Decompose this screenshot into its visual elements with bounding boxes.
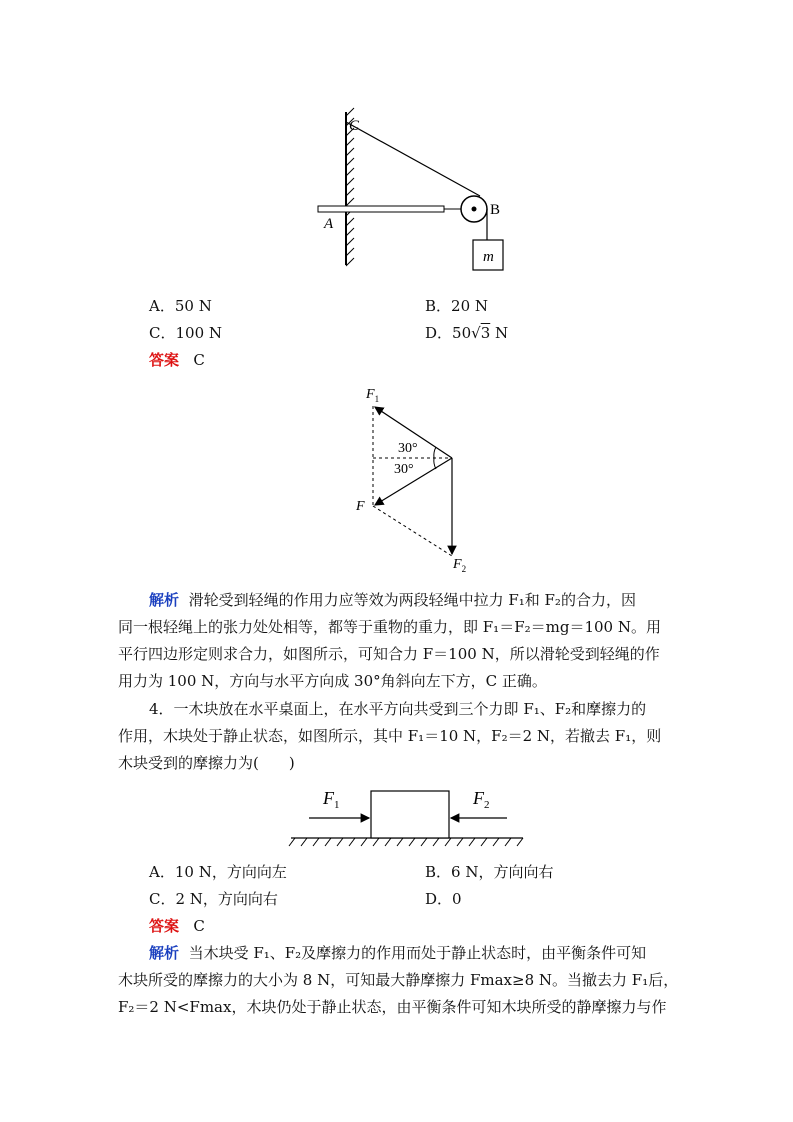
angle-bottom-label: 30° bbox=[394, 462, 414, 477]
angle-top-label: 30° bbox=[398, 441, 418, 456]
q4-answer bbox=[149, 915, 205, 936]
q3-option-d: D．50√3 N bbox=[425, 324, 509, 342]
analysis-label: 解析 bbox=[149, 591, 180, 609]
label-f1: $F_1$ bbox=[366, 387, 380, 404]
label-m: m bbox=[483, 249, 494, 265]
q4-option-a: A．10 N，方向向左 bbox=[149, 863, 287, 881]
block-figure bbox=[285, 780, 530, 848]
q3-option-c: C．100 N bbox=[149, 324, 223, 342]
analysis-label: 解析 bbox=[149, 944, 180, 962]
analysis-3: 解析 滑轮受到轻绳的作用力应等效为两段轻绳中拉力 F₁和 F₂的合力，因 同一根轻绳上的张力处处相等，都等于重物的重力，即 F₁＝F₂＝mg＝100 N。用 平行四边形定则求合力，如图所示，可知合力 F＝100 N，所以滑轮受到轻绳的作 用力为 100 N，方向与水平方向成 30°角斜向左下方，C 正确。 bbox=[118, 591, 661, 690]
q4-option-b: B．6 N，方向向右 bbox=[425, 863, 554, 881]
rod bbox=[318, 206, 444, 212]
q4-option-c: C．2 N，方向向右 bbox=[149, 890, 278, 908]
answer-value: C bbox=[193, 917, 205, 935]
label-f: F bbox=[356, 499, 365, 514]
pulley-axle bbox=[472, 207, 477, 212]
q4-option-d: D．0 bbox=[425, 890, 462, 908]
label-f2: $F_2$ bbox=[453, 557, 467, 574]
question-4: 4．一木块放在水平桌面上，在水平方向共受到三个力即 F₁、F₂和摩擦力的 作用，木块处于静止状态，如图所示，其中 F₁＝10 N，F₂＝2 N，若撤去 F₁，则 木块受到的摩擦力为( ) bbox=[118, 700, 662, 772]
dashed-diagonal bbox=[373, 506, 452, 556]
ground-hatching bbox=[289, 838, 523, 846]
angle-arc-bottom bbox=[434, 458, 436, 469]
answer-value: C bbox=[193, 351, 205, 369]
pulley-figure bbox=[300, 100, 520, 290]
answer-label: 答案 bbox=[149, 351, 180, 369]
q3-answer bbox=[149, 349, 205, 370]
sqrt-sign: √ bbox=[471, 324, 481, 342]
label-b: B bbox=[490, 202, 501, 218]
angle-arc-top bbox=[434, 447, 436, 458]
q3-option-a: A．50 N bbox=[149, 297, 212, 315]
label-c: C bbox=[349, 118, 360, 134]
q3-option-b: B．20 N bbox=[425, 297, 489, 315]
analysis-4: 解析 当木块受 F₁、F₂及摩擦力的作用而处于静止状态时，由平衡条件可知 木块所受的摩擦力的大小为 8 N，可知最大静摩擦力 Fmax≥8 N。当撤去力 F₁后， F₂＝2 N<Fmax，木块仍处于静止状态，由平衡条件可知木块所受的静摩擦力与作 bbox=[118, 944, 679, 1016]
answer-label: 答案 bbox=[149, 917, 180, 935]
label-a: A bbox=[324, 216, 334, 232]
rope-cb bbox=[346, 122, 480, 196]
label-f1: $F_1$ bbox=[323, 788, 340, 811]
force-diagram bbox=[340, 378, 485, 578]
label-f2: $F_2$ bbox=[473, 788, 490, 811]
wood-block bbox=[371, 791, 449, 838]
